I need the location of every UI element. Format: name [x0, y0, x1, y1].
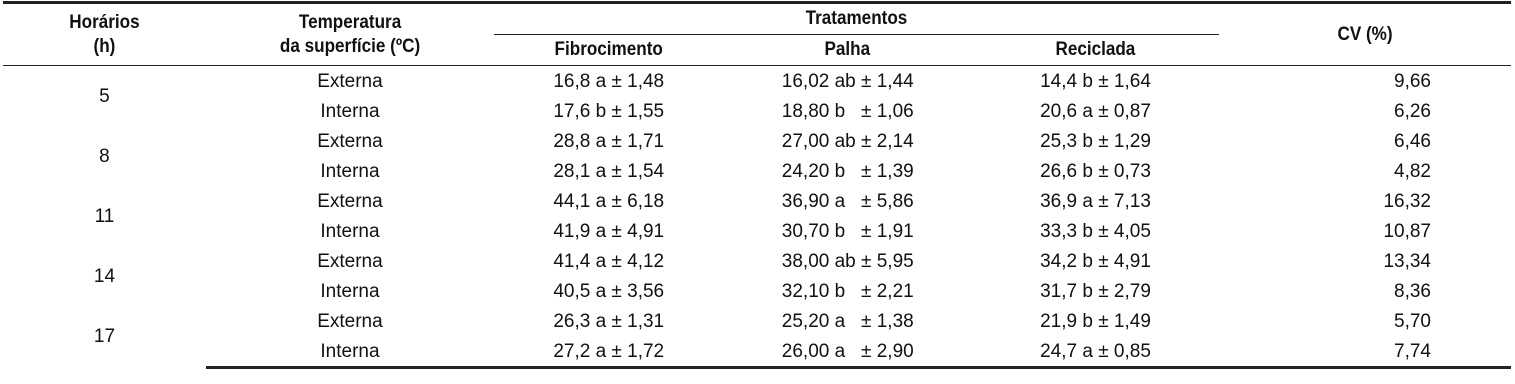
- cell-fibrocimento: 26,3 a ± 1,31: [553, 310, 665, 332]
- table-row: [3, 186, 1511, 216]
- header-tratamentos: Tratamentos: [530, 3, 1182, 35]
- cell-superficie: Externa: [317, 70, 383, 92]
- cell-palha: 27,00 ab ± 2,14: [781, 130, 914, 152]
- cell-palha: 24,20 b ± 1,39: [781, 160, 914, 182]
- header-temp-line2: da superfície (ºC): [279, 35, 421, 57]
- cell-reciclada: 33,3 b ± 4,05: [1040, 220, 1151, 242]
- table-row: [3, 66, 1511, 97]
- cell-reciclada: 20,6 a ± 0,87: [1040, 100, 1151, 122]
- cell-reciclada: 36,9 a ± 7,13: [1040, 190, 1151, 212]
- header-horarios-line2: (h): [93, 35, 116, 57]
- cell-reciclada: 14,4 b ± 1,64: [1040, 70, 1151, 92]
- cell-cv: 16,32: [1383, 190, 1431, 212]
- cell-cv: 8,36: [1394, 280, 1431, 302]
- cell-palha: 36,90 a ± 5,86: [781, 190, 914, 212]
- cell-superficie: Interna: [320, 160, 380, 182]
- cell-reciclada: 21,9 b ± 1,49: [1040, 310, 1151, 332]
- table-row: [3, 306, 1511, 336]
- cell-superficie: Externa: [317, 310, 383, 332]
- table-row: [3, 336, 1511, 368]
- cell-superficie: Externa: [317, 190, 383, 212]
- cell-palha: 18,80 b ± 1,06: [781, 100, 914, 122]
- cell-cv: 9,66: [1394, 70, 1431, 92]
- cell-cv: 7,74: [1219, 336, 1511, 368]
- cell-superficie: Externa: [317, 130, 383, 152]
- table-row: [3, 246, 1511, 276]
- cell-horario: 8: [99, 145, 110, 167]
- cell-reciclada: 31,7 b ± 2,79: [1040, 280, 1151, 302]
- cell-fibrocimento: 40,5 a ± 3,56: [553, 280, 665, 302]
- table-row: [3, 96, 1511, 126]
- cell-fibrocimento: 41,9 a ± 4,91: [553, 220, 665, 242]
- cell-fibrocimento: 16,8 a ± 1,48: [553, 70, 665, 92]
- cell-palha: 25,20 a ± 1,38: [781, 310, 914, 332]
- cell-horario: 5: [99, 85, 110, 107]
- cell-reciclada: 24,7 a ± 0,85: [972, 336, 1219, 368]
- cell-superficie: Externa: [317, 250, 383, 272]
- cell-horario: 11: [94, 205, 115, 227]
- cell-palha: 38,00 ab ± 5,95: [781, 250, 914, 272]
- header-temperatura: [220, 3, 479, 66]
- cell-palha: 32,10 b ± 2,21: [781, 280, 914, 302]
- cell-horario: 14: [93, 265, 116, 287]
- data-table: [3, 1, 1511, 369]
- header-fibrocimento: Fibrocimento: [554, 39, 663, 60]
- header-horarios: [13, 3, 196, 66]
- cell-cv: 6,46: [1394, 130, 1431, 152]
- table-row: [3, 126, 1511, 156]
- cell-fibrocimento: 41,4 a ± 4,12: [553, 250, 665, 272]
- cell-palha: 26,00 a ± 2,90: [723, 336, 972, 368]
- cell-fibrocimento: 28,8 a ± 1,71: [553, 130, 665, 152]
- header-reciclada: Reciclada: [1055, 39, 1136, 60]
- table-row: [3, 216, 1511, 246]
- cell-cv: 4,82: [1394, 160, 1431, 182]
- header-temp-line1: Temperatura: [298, 11, 402, 33]
- header-palha: Palha: [824, 39, 871, 60]
- cell-reciclada: 25,3 b ± 1,29: [1040, 130, 1151, 152]
- cell-reciclada: 34,2 b ± 4,91: [1040, 250, 1151, 272]
- table-row: [3, 276, 1511, 306]
- table-row: [3, 156, 1511, 186]
- header-horarios-line1: Horários: [69, 11, 140, 33]
- cell-palha: 30,70 b ± 1,91: [781, 220, 914, 242]
- cell-reciclada: 26,6 b ± 0,73: [1040, 160, 1151, 182]
- cell-fibrocimento: 27,2 a ± 1,72: [494, 336, 723, 368]
- cell-cv: 13,34: [1383, 250, 1431, 272]
- cell-superficie: Interna: [320, 280, 380, 302]
- header-cv: CV (%): [1234, 3, 1497, 66]
- cell-cv: 6,26: [1394, 100, 1431, 122]
- cell-superficie: Interna: [206, 336, 494, 368]
- cell-superficie: Interna: [320, 100, 380, 122]
- cell-cv: 5,70: [1394, 310, 1431, 332]
- cell-palha: 16,02 ab ± 1,44: [781, 70, 914, 92]
- cell-fibrocimento: 44,1 a ± 6,18: [553, 190, 665, 212]
- table-body: [3, 66, 1511, 368]
- cell-superficie: Interna: [320, 220, 380, 242]
- cell-cv: 10,87: [1383, 220, 1431, 242]
- cell-horario: 17: [93, 326, 116, 348]
- cell-fibrocimento: 17,6 b ± 1,55: [553, 100, 665, 122]
- cell-fibrocimento: 28,1 a ± 1,54: [553, 160, 665, 182]
